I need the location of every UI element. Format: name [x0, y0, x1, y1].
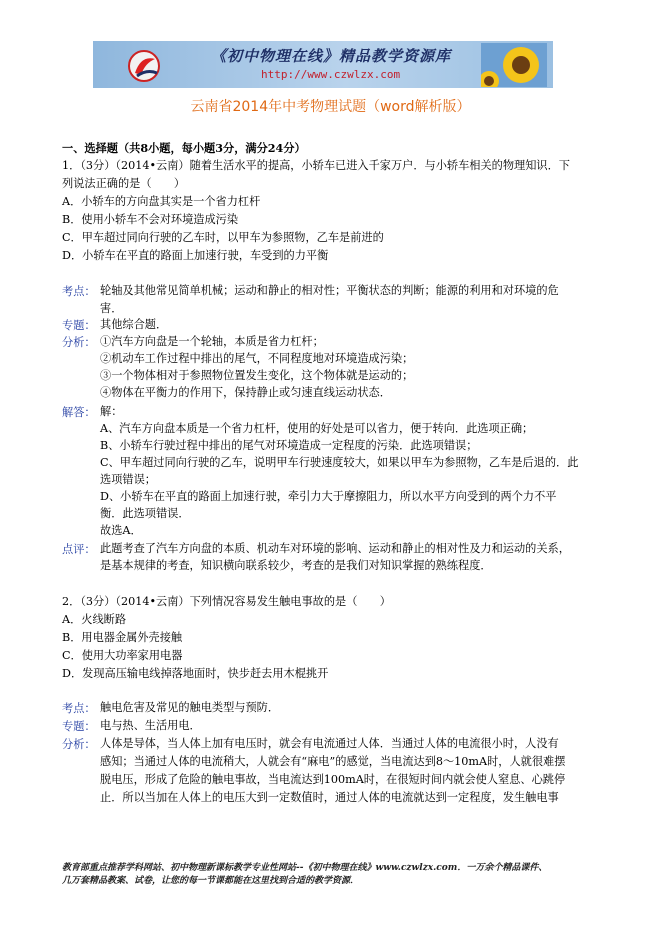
footer-line: 几万套精品教案、试卷，让您的每一节课都能在这里找到合适的教学资源． — [62, 876, 360, 886]
question-2-option-c: C．使用大功率家用电器 — [62, 649, 183, 662]
sunflower-icon — [481, 43, 547, 87]
question-1-option-d: D．小轿车在平直的路面上加速行驶，车受到的力平衡 — [62, 249, 329, 262]
question-1-option-c: C．甲车超过同向行驶的乙车时，以甲车为参照物，乙车是前进的 — [62, 231, 384, 244]
q1-jieda-line: 选项错误； — [100, 473, 156, 486]
q1-zhuanti: 其他综合题． — [100, 318, 168, 331]
q2-fenxi-line: 脱电压，形成了危险的触电事故，当电流达到100mA时，在很短时间内就会使人窒息、心跳停 — [100, 773, 566, 786]
q1-jieda-line: B、小轿车行驶过程中排出的尾气对环境造成一定程度的污染．此选项错误； — [100, 439, 478, 452]
page-title: 云南省2014年中考物理试题（word解析版） — [190, 99, 471, 115]
q2-fenxi-label: 分析： — [62, 738, 96, 751]
q1-fenxi-line: ①汽车方向盘是一个轮轴，本质是省力杠杆； — [100, 335, 324, 348]
q1-jieda-intro: 解： — [100, 405, 123, 418]
question-1-stem-cont: 列说法正确的是（ ） — [62, 177, 186, 190]
site-logo-icon — [127, 49, 163, 83]
question-2-option-a: A．火线断路 — [62, 613, 127, 626]
q1-kaodian-label: 考点： — [62, 285, 96, 298]
q2-zhuanti-label: 专题： — [62, 720, 96, 733]
q2-kaodian: 触电危害及常见的触电类型与预防． — [100, 701, 280, 714]
banner-title: 《初中物理在线》精品教学资源库 — [211, 47, 452, 65]
section-heading: 一、选择题（共8小题，每小题3分，满分24分） — [62, 141, 306, 155]
banner-url[interactable]: http://www.czwlzx.com — [261, 68, 401, 81]
q1-jieda-line: D、小轿车在平直的路面上加速行驶，牵引力大于摩擦阻力，所以水平方向受到的两个力不平 — [100, 490, 557, 503]
q1-fenxi-line: ④物体在平衡力的作用下，保持静止或匀速直线运动状态． — [100, 386, 391, 399]
q1-dianping-line: 此题考查了汽车方向盘的本质、机动车对环境的影响、运动和静止的相对性及力和运动的关系， — [100, 542, 570, 555]
q1-zhuanti-label: 专题： — [62, 319, 96, 332]
question-2-stem: 2．（3分）（2014•云南）下列情况容易发生触电事故的是（ ） — [62, 595, 391, 608]
q1-dianping-line: 是基本规律的考查，知识横向联系较少，考查的是我们对知识掌握的熟练程度． — [100, 559, 492, 572]
q1-jieda-line: C、甲车超过同向行驶的乙车，说明甲车行驶速度较大，如果以甲车为参照物，乙车是后退的．此 — [100, 456, 579, 469]
q2-fenxi-line: 止．所以当加在人体上的电压大到一定数值时，通过人体的电流就达到一定程度，发生触电事 — [100, 791, 559, 804]
q2-kaodian-label: 考点： — [62, 702, 96, 715]
question-2-option-b: B．用电器金属外壳接触 — [62, 631, 183, 644]
q1-jieda-label: 解答： — [62, 406, 96, 419]
q2-fenxi-line: 人体是导体，当人体上加有电压时，就会有电流通过人体．当通过人体的电流很小时，人没有 — [100, 737, 559, 750]
q1-dianping-label: 点评： — [62, 543, 96, 556]
q1-kaodian: 轮轴及其他常见简单机械；运动和静止的相对性；平衡状态的判断；能源的利用和对环境的危 — [100, 284, 559, 297]
question-1-option-a: A．小轿车的方向盘其实是一个省力杠杆 — [62, 195, 261, 208]
q1-jieda-line: 衡．此选项错误． — [100, 507, 190, 520]
question-1-stem: 1．（3分）（2014•云南）随着生活水平的提高，小轿车已进入千家万户．与小轿车相关的物理知识．下 — [62, 159, 570, 172]
q1-fenxi-line: ②机动车工作过程中排出的尾气，不同程度地对环境造成污染； — [100, 352, 414, 365]
q1-jieda-line: A、汽车方向盘本质是一个省力杠杆，使用的好处是可以省力，便于转向．此选项正确； — [100, 422, 534, 435]
q2-fenxi-line: 感知；当通过人体的电流稍大，人就会有“麻电”的感觉，当电流达到8～10mA时，人就很难摆 — [100, 755, 566, 768]
q1-kaodian-cont: 害． — [100, 302, 123, 315]
question-1-option-b: B．使用小轿车不会对环境造成污染 — [62, 213, 239, 226]
page-footer — [62, 862, 602, 888]
q1-fenxi-line: ③一个物体相对于参照物位置发生变化，这个物体就是运动的； — [100, 369, 414, 382]
question-2-option-d: D．发现高压输电线掉落地面时，快步赶去用木棍挑开 — [62, 667, 329, 680]
q1-fenxi-label: 分析： — [62, 336, 96, 349]
q2-zhuanti: 电与热、生活用电． — [100, 719, 201, 732]
header-banner — [93, 41, 553, 88]
footer-line: 教育部重点推荐学科网站、初中物理新课标教学专业性网站--《初中物理在线》www.czwlzx.com．一万余个精品课件、 — [62, 863, 548, 873]
q1-jieda-answer: 故选A． — [100, 524, 142, 537]
